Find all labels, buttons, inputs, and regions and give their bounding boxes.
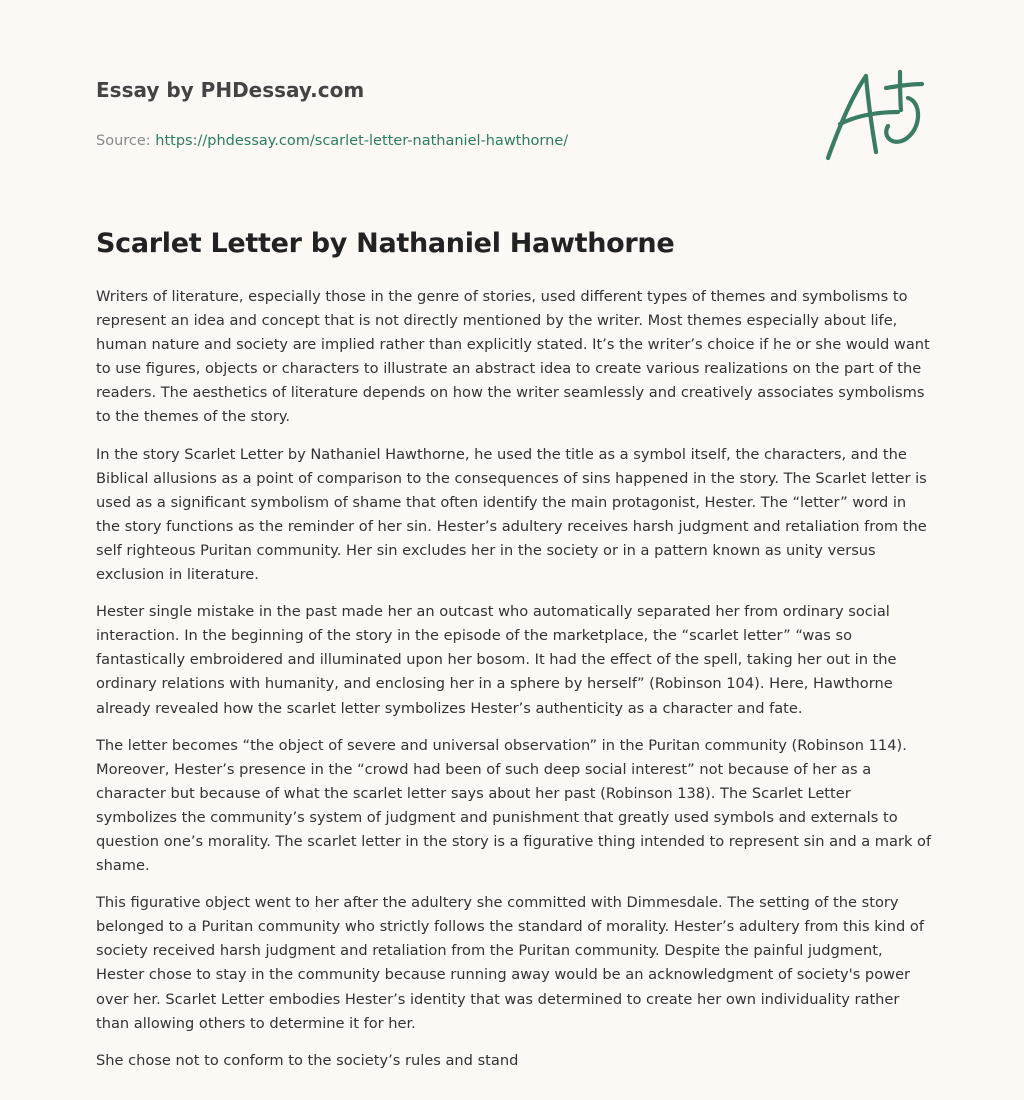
essay-title: Scarlet Letter by Nathaniel Hawthorne [96, 228, 675, 259]
paragraph: Hester single mistake in the past made her an outcast who automatically separated her from ordinary social interaction. In the beginning of the story in the episode of the marketplace, the “scarlet letter” “was so fantastically embroidered and illuminated upon her bosom. It had the effect of the spell, taking her out in the ordinary relations with humanity, and enclosing her in a sphere by herself” (Robinson 104). Here, Hawthorne already revealed how the scarlet letter symbolizes Hester’s authenticity as a character and fate. [96, 603, 897, 717]
paragraph: This figurative object went to her after the adultery she committed with Dimmesdale. The setting of the story belonged to a Puritan community who strictly follows the standard of morality. Hester’s adultery from this kind of society received harsh judgment and retaliation from the Puritan community. Despite the painful judgment, Hester chose to stay in the community because running away would be an acknowledgment of society's power over her. Scarlet Letter embodies Hester’s identity that was determined to create her own individuality rather than allowing others to determine it for her. [96, 894, 924, 1032]
paragraph: She chose not to conform to the society’s rules and stand [96, 1051, 519, 1069]
essay-body [96, 285, 932, 1086]
source-link[interactable]: https://phdessay.com/scarlet-letter-nathaniel-hawthorne/ [155, 133, 569, 149]
a-plus-grade-icon [818, 62, 930, 166]
source-line [96, 131, 796, 151]
paragraph: The letter becomes “the object of severe and universal observation” in the Puritan community (Robinson 114). Moreover, Hester’s presence in the “crowd had been of such deep social interest” not because of her as a character but because of what the scarlet letter says about her past (Robinson 138). The Scarlet Letter symbolizes the community’s system of judgment and punishment that greatly used symbols and externals to question one’s morality. The scarlet letter in the story is a figurative thing intended to represent sin and a mark of shame. [96, 736, 932, 875]
paragraph: In the story Scarlet Letter by Nathaniel Hawthorne, he used the title as a symbol itself, the characters, and the Biblical allusions as a point of comparison to the consequences of sins happened in the story. The Scarlet letter is used as a significant symbolism of shame that often identify the main protagonist, Hester. The “letter” word in the story functions as the reminder of her sin. Hester’s adultery receives harsh judgment and retaliation from the self righteous Puritan community. Her sin excludes her in the society or in a pattern known as unity versus exclusion in literature. [96, 445, 927, 584]
paragraph: Writers of literature, especially those in the genre of stories, used different types of themes and symbolisms to represent an idea and concept that is not directly mentioned by the writer. Most themes especially about life, human nature and society are implied rather than explicitly stated. It’s the writer’s choice if he or she would want to use figures, objects or characters to illustrate an abstract idea to create various realizations on the part of the readers. The aesthetics of literature depends on how the writer seamlessly and creatively associates symbolisms to the themes of the story. [96, 288, 930, 426]
essay-header [96, 76, 796, 151]
source-label: Source: [96, 133, 156, 149]
site-brand: Essay by PHDessay.com [96, 78, 365, 102]
